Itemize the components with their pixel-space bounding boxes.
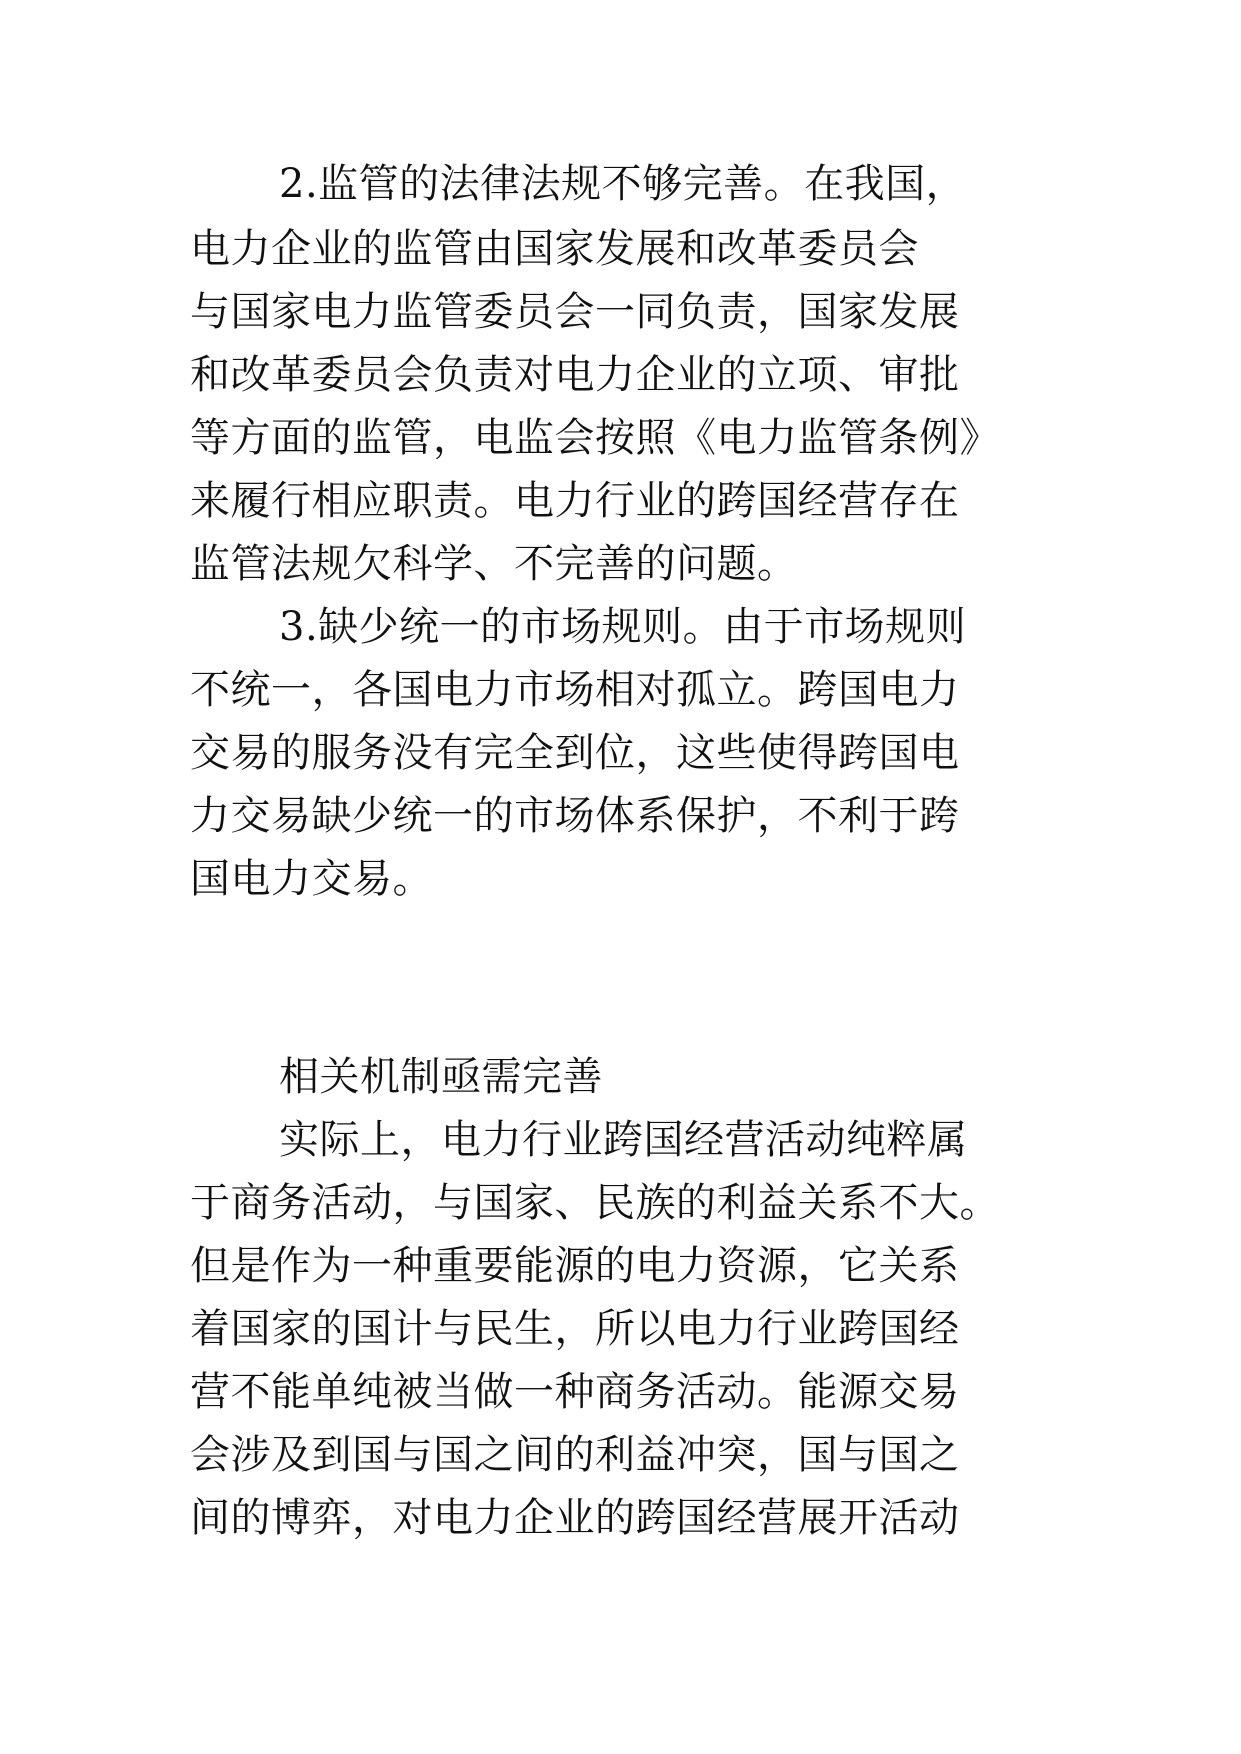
- paragraph-4-line-5: 营不能单纯被当做一种商务活动。能源交易: [190, 1369, 960, 1415]
- paragraph-4-line-4: 着国家的国计与民生，所以电力行业跨国经: [190, 1306, 960, 1352]
- paragraph-3-line-3: 交易的服务没有完全到位，这些使得跨国电: [190, 730, 960, 776]
- paragraph-2-line-4: 和改革委员会负责对电力企业的立项、审批: [190, 352, 960, 398]
- paragraph-4-line-3: 但是作为一种重要能源的电力资源，它关系: [190, 1243, 960, 1289]
- paragraph-3-line-4: 力交易缺少统一的市场体系保护，不利于跨: [190, 793, 960, 839]
- paragraph-3-line-2: 不统一，各国电力市场相对孤立。跨国电力: [190, 667, 960, 713]
- section-heading: 相关机制亟需完善: [279, 1054, 603, 1100]
- paragraph-2-line-2: 电力企业的监管由国家发展和改革委员会: [190, 226, 919, 272]
- paragraph-4-line-6: 会涉及到国与国之间的利益冲突，国与国之: [190, 1432, 960, 1478]
- paragraph-2-line-5: 等方面的监管，电监会按照《电力监管条例》: [190, 415, 1000, 461]
- paragraph-2-line-6: 来履行相应职责。电力行业的跨国经营存在: [190, 478, 960, 524]
- paragraph-2-line-3: 与国家电力监管委员会一同负责，国家发展: [190, 289, 960, 335]
- paragraph-3-line-1: 3.缺少统一的市场规则。由于市场规则: [279, 604, 967, 650]
- paragraph-3-line-5: 国电力交易。: [190, 856, 433, 902]
- paragraph-4-line-1: 实际上，电力行业跨国经营活动纯粹属: [279, 1117, 968, 1163]
- paragraph-2-line-1: 2.监管的法律法规不够完善。在我国，: [279, 161, 967, 207]
- paragraph-4-line-2: 于商务活动，与国家、民族的利益关系不大。: [190, 1180, 1000, 1226]
- paragraph-2-line-7: 监管法规欠科学、不完善的问题。: [190, 541, 798, 587]
- paragraph-4-line-7: 间的博弈，对电力企业的跨国经营展开活动: [190, 1495, 960, 1541]
